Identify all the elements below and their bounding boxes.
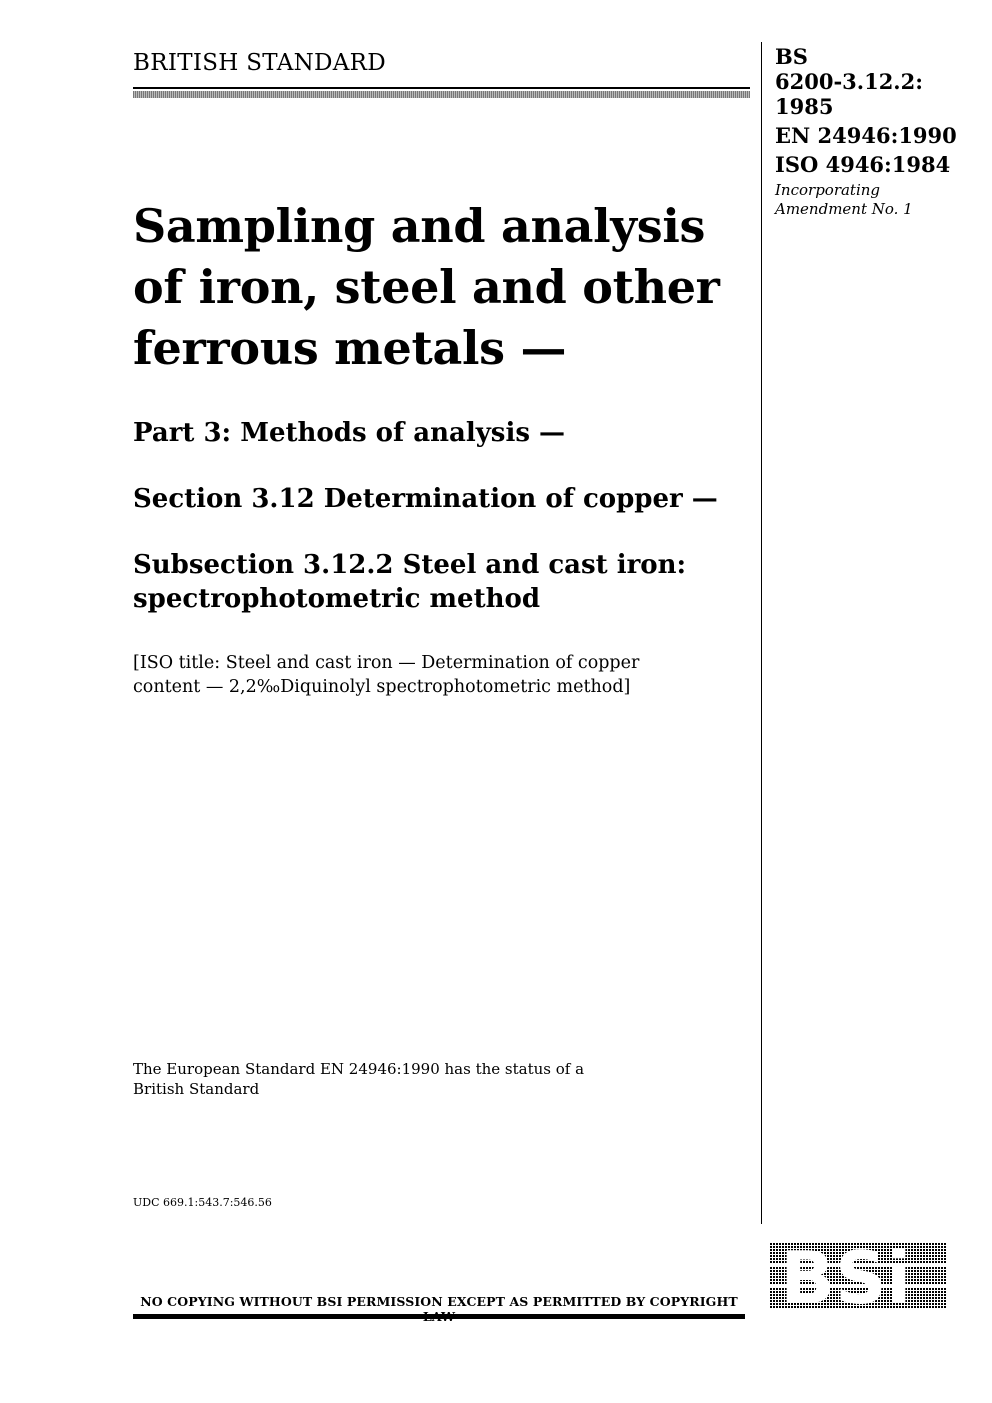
subsection-heading-line-2: spectrophotometric method (133, 584, 541, 614)
part-heading: Part 3: Methods of analysis — (133, 418, 566, 448)
iso-title-line-2: content — 2,2‰Diquinolyl spectrophotometric method] (133, 677, 631, 697)
vertical-divider (761, 42, 762, 1224)
iso-title-line-1: [ISO title: Steel and cast iron — Determination of copper (133, 653, 640, 673)
en-number: EN 24946:1990 (775, 123, 957, 148)
bsi-logo (770, 1243, 946, 1309)
title-line-3: ferrous metals — (133, 321, 567, 375)
subsection-heading-line-1: Subsection 3.12.2 Steel and cast iron: (133, 550, 687, 580)
footer-rule (133, 1314, 745, 1319)
document-title (133, 196, 743, 379)
title-line-1: Sampling and analysis (133, 199, 706, 253)
amendment-note-line-1: Incorporating (775, 181, 881, 199)
udc-code: UDC 669.1:543.7:546.56 (133, 1196, 272, 1209)
iso-number: ISO 4946:1984 (775, 152, 951, 177)
standard-identifiers (775, 44, 985, 219)
title-line-2: of iron, steel and other (133, 260, 720, 314)
copyright-notice: NO COPYING WITHOUT BSI PERMISSION EXCEPT AS PERMITTED BY COPYRIGHT (140, 1294, 738, 1309)
section-heading: Section 3.12 Determination of copper — (133, 484, 718, 514)
status-statement (133, 1059, 613, 1099)
header-rule (133, 87, 750, 89)
amendment-note (775, 181, 985, 219)
iso-title-note (133, 651, 693, 699)
amendment-note-line-2: Amendment No. 1 (775, 200, 913, 218)
status-line-1: The European Standard EN 24946:1990 has the status of a (133, 1060, 585, 1078)
document-type-label: BRITISH STANDARD (133, 50, 387, 76)
bs-number-line-3: 1985 (775, 94, 834, 119)
header-shaded-rule (133, 91, 750, 98)
subsection-heading (133, 548, 758, 616)
bs-number-line-2: 6200-3.12.2: (775, 69, 923, 94)
bs-number-line-1: BS (775, 44, 808, 69)
status-line-2: British Standard (133, 1080, 260, 1098)
